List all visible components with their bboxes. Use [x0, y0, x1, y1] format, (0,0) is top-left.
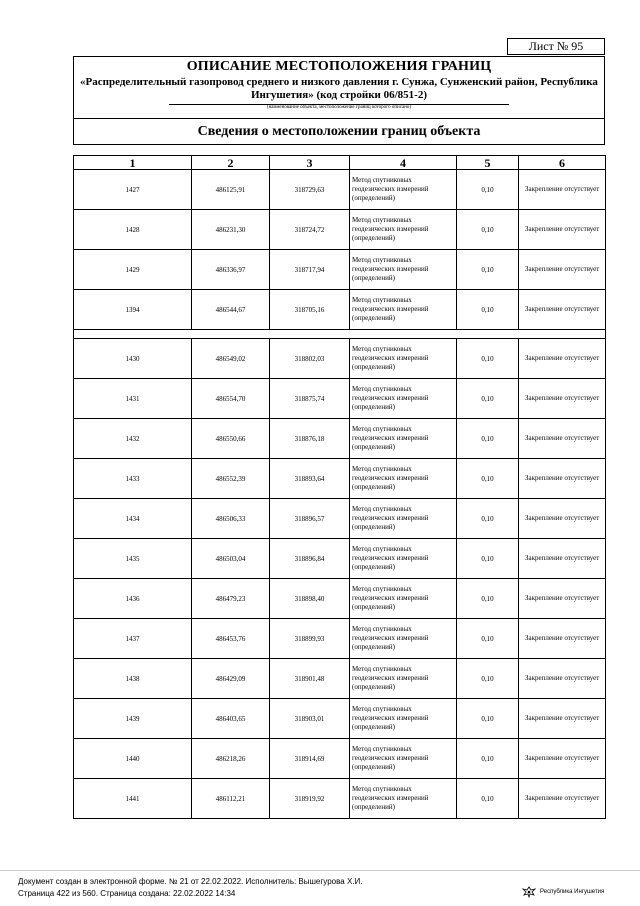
y-coordinate-cell: 318919,92: [270, 779, 350, 819]
method-cell: Метод спутниковых геодезических измерений (определений): [350, 459, 457, 499]
table-row: [74, 579, 606, 619]
marking-cell: Закрепление отсутствует: [519, 499, 606, 539]
table-row: [74, 210, 606, 250]
y-coordinate-cell: 318893,64: [270, 459, 350, 499]
point-number-cell: 1436: [74, 579, 192, 619]
accuracy-cell: 0,10: [457, 250, 519, 290]
x-coordinate-cell: 486503,04: [192, 539, 270, 579]
method-cell: Метод спутниковых геодезических измерений (определений): [350, 539, 457, 579]
point-number-cell: 1429: [74, 250, 192, 290]
point-number-cell: 1434: [74, 499, 192, 539]
column-header: 3: [270, 156, 350, 170]
method-cell: Метод спутниковых геодезических измерений (определений): [350, 739, 457, 779]
accuracy-cell: 0,10: [457, 459, 519, 499]
marking-cell: Закрепление отсутствует: [519, 579, 606, 619]
table-body-part-2: [74, 339, 606, 819]
marking-cell: Закрепление отсутствует: [519, 250, 606, 290]
point-number-cell: 1427: [74, 170, 192, 210]
x-coordinate-cell: 486231,30: [192, 210, 270, 250]
marking-cell: Закрепление отсутствует: [519, 459, 606, 499]
x-coordinate-cell: 486218,26: [192, 739, 270, 779]
y-coordinate-cell: 318896,57: [270, 499, 350, 539]
accuracy-cell: 0,10: [457, 539, 519, 579]
column-header: 4: [350, 156, 457, 170]
section-title: Сведения о местоположении границ объекта: [197, 124, 481, 139]
marking-cell: Закрепление отсутствует: [519, 739, 606, 779]
point-number-cell: 1394: [74, 290, 192, 330]
x-coordinate-cell: 486125,91: [192, 170, 270, 210]
point-number-cell: 1437: [74, 619, 192, 659]
y-coordinate-cell: 318914,69: [270, 739, 350, 779]
point-number-cell: 1435: [74, 539, 192, 579]
table-row: [74, 379, 606, 419]
accuracy-cell: 0,10: [457, 499, 519, 539]
accuracy-cell: 0,10: [457, 379, 519, 419]
method-cell: Метод спутниковых геодезических измерений (определений): [350, 339, 457, 379]
method-cell: Метод спутниковых геодезических измерений (определений): [350, 250, 457, 290]
table-row: [74, 539, 606, 579]
table-row: [74, 250, 606, 290]
document-title: ОПИСАНИЕ МЕСТОПОЛОЖЕНИЯ ГРАНИЦ: [186, 59, 492, 74]
sheet-number: Лист № 95: [507, 38, 605, 55]
method-cell: Метод спутниковых геодезических измерений (определений): [350, 579, 457, 619]
y-coordinate-cell: 318903,01: [270, 699, 350, 739]
column-header: 6: [519, 156, 606, 170]
table-row: [74, 699, 606, 739]
x-coordinate-cell: 486336,97: [192, 250, 270, 290]
document-header: [73, 56, 605, 145]
table-body-part-1: [74, 170, 606, 330]
point-number-cell: 1438: [74, 659, 192, 699]
footer: [0, 870, 640, 906]
accuracy-cell: 0,10: [457, 170, 519, 210]
accuracy-cell: 0,10: [457, 339, 519, 379]
point-number-cell: 1441: [74, 779, 192, 819]
accuracy-cell: 0,10: [457, 290, 519, 330]
y-coordinate-cell: 318875,74: [270, 379, 350, 419]
point-number-cell: 1428: [74, 210, 192, 250]
point-number-cell: 1439: [74, 699, 192, 739]
method-cell: Метод спутниковых геодезических измерений (определений): [350, 499, 457, 539]
table-row: [74, 659, 606, 699]
column-header: 5: [457, 156, 519, 170]
method-cell: Метод спутниковых геодезических измерений (определений): [350, 659, 457, 699]
y-coordinate-cell: 318705,16: [270, 290, 350, 330]
accuracy-cell: 0,10: [457, 419, 519, 459]
y-coordinate-cell: 318899,93: [270, 619, 350, 659]
marking-cell: Закрепление отсутствует: [519, 659, 606, 699]
column-header: 2: [192, 156, 270, 170]
header-title-block: [74, 57, 604, 119]
table-gap: [74, 330, 606, 339]
method-cell: Метод спутниковых геодезических измерений (определений): [350, 170, 457, 210]
object-name: «Распределительный газопровод среднего и низкого давления г. Сунжа, Сунженский район, Республика Ингушетия» (код стройки 06/851-2): [80, 76, 598, 101]
y-coordinate-cell: 318901,48: [270, 659, 350, 699]
method-cell: Метод спутниковых геодезических измерений (определений): [350, 619, 457, 659]
method-cell: Метод спутниковых геодезических измерений (определений): [350, 699, 457, 739]
point-number-cell: 1431: [74, 379, 192, 419]
method-cell: Метод спутниковых геодезических измерений (определений): [350, 779, 457, 819]
x-coordinate-cell: 486506,33: [192, 499, 270, 539]
table-row: [74, 779, 606, 819]
point-number-cell: 1433: [74, 459, 192, 499]
boundary-table: [73, 155, 605, 819]
marking-cell: Закрепление отсутствует: [519, 699, 606, 739]
y-coordinate-cell: 318717,94: [270, 250, 350, 290]
column-header: 1: [74, 156, 192, 170]
point-number-cell: 1430: [74, 339, 192, 379]
marking-cell: Закрепление отсутствует: [519, 290, 606, 330]
marking-cell: Закрепление отсутствует: [519, 539, 606, 579]
footer-document-info: Документ создан в электронной форме. № 21 от 22.02.2022. Исполнитель: Вышегурова Х.И.: [18, 877, 363, 886]
accuracy-cell: 0,10: [457, 210, 519, 250]
y-coordinate-cell: 318724,72: [270, 210, 350, 250]
table-row: [74, 619, 606, 659]
x-coordinate-cell: 486554,70: [192, 379, 270, 419]
method-cell: Метод спутниковых геодезических измерений (определений): [350, 419, 457, 459]
method-cell: Метод спутниковых геодезических измерений (определений): [350, 290, 457, 330]
table-row: [74, 499, 606, 539]
marking-cell: Закрепление отсутствует: [519, 170, 606, 210]
x-coordinate-cell: 486479,23: [192, 579, 270, 619]
method-cell: Метод спутниковых геодезических измерений (определений): [350, 210, 457, 250]
x-coordinate-cell: 486403,65: [192, 699, 270, 739]
x-coordinate-cell: 486544,67: [192, 290, 270, 330]
x-coordinate-cell: 486112,21: [192, 779, 270, 819]
footer-logo: [522, 885, 634, 899]
marking-cell: Закрепление отсутствует: [519, 779, 606, 819]
marking-cell: Закрепление отсутствует: [519, 210, 606, 250]
y-coordinate-cell: 318876,18: [270, 419, 350, 459]
table-header-row: [74, 156, 606, 170]
table-row: [74, 290, 606, 330]
point-number-cell: 1440: [74, 739, 192, 779]
marking-cell: Закрепление отсутствует: [519, 379, 606, 419]
accuracy-cell: 0,10: [457, 619, 519, 659]
eagle-emblem-icon: [522, 886, 536, 898]
point-number-cell: 1432: [74, 419, 192, 459]
footer-logo-text: Республика Ингушетия: [540, 889, 605, 895]
marking-cell: Закрепление отсутствует: [519, 419, 606, 459]
y-coordinate-cell: 318802,03: [270, 339, 350, 379]
x-coordinate-cell: 486552,39: [192, 459, 270, 499]
method-cell: Метод спутниковых геодезических измерений (определений): [350, 379, 457, 419]
footer-page-info: Страница 422 из 560. Страница создана: 22.02.2022 14:34: [18, 889, 236, 898]
x-coordinate-cell: 486549,02: [192, 339, 270, 379]
y-coordinate-cell: 318729,63: [270, 170, 350, 210]
table-row: [74, 419, 606, 459]
table-spacer-row: [74, 330, 606, 339]
marking-cell: Закрепление отсутствует: [519, 339, 606, 379]
x-coordinate-cell: 486550,66: [192, 419, 270, 459]
x-coordinate-cell: 486429,09: [192, 659, 270, 699]
object-name-caption: (наименование объекта, местоположение границ которого описано): [266, 105, 412, 110]
y-coordinate-cell: 318896,84: [270, 539, 350, 579]
accuracy-cell: 0,10: [457, 659, 519, 699]
table-row: [74, 459, 606, 499]
table-row: [74, 339, 606, 379]
x-coordinate-cell: 486453,76: [192, 619, 270, 659]
table-row: [74, 170, 606, 210]
accuracy-cell: 0,10: [457, 699, 519, 739]
accuracy-cell: 0,10: [457, 579, 519, 619]
accuracy-cell: 0,10: [457, 779, 519, 819]
table-row: [74, 739, 606, 779]
y-coordinate-cell: 318898,40: [270, 579, 350, 619]
marking-cell: Закрепление отсутствует: [519, 619, 606, 659]
accuracy-cell: 0,10: [457, 739, 519, 779]
